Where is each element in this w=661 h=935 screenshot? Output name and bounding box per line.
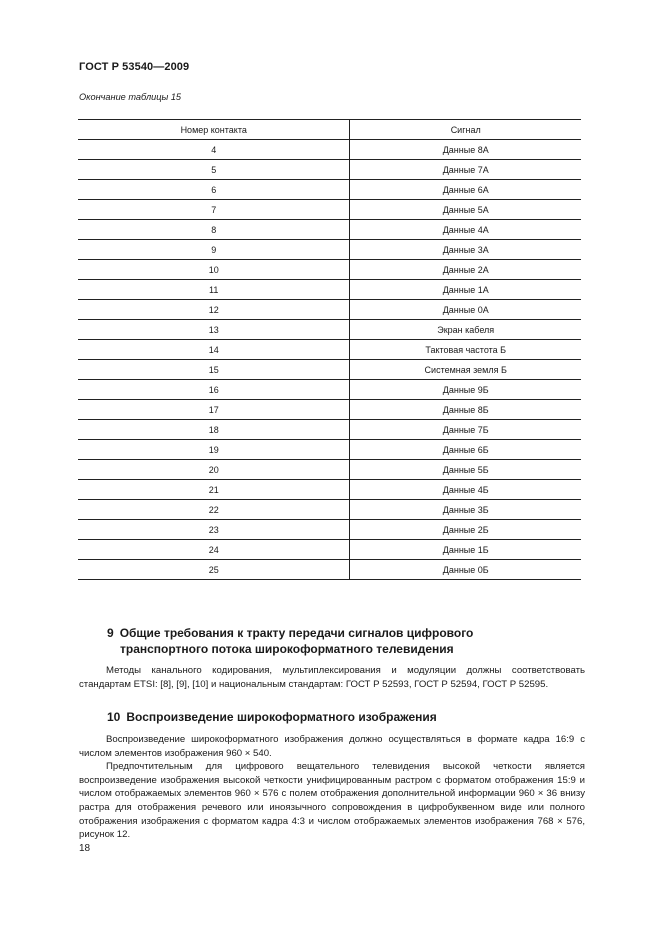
section-9-title-line2: транспортного потока широкоформатного телевидения — [120, 642, 454, 656]
table-row — [78, 480, 581, 500]
signal-cell: Данные 8Б — [350, 400, 581, 420]
table-row — [78, 300, 581, 320]
signal-cell: Данные 4Б — [350, 480, 581, 500]
page-number: 18 — [79, 843, 91, 854]
table-row — [78, 540, 581, 560]
signal-cell: Данные 8А — [350, 140, 581, 160]
signal-cell: Данные 5А — [350, 200, 581, 220]
table-row — [78, 360, 581, 380]
contact-number-cell: 17 — [78, 400, 350, 420]
contact-number-cell: 21 — [78, 480, 350, 500]
signal-cell: Данные 0Б — [350, 560, 581, 580]
contact-number-cell: 13 — [78, 320, 350, 340]
signal-cell: Данные 3А — [350, 240, 581, 260]
signal-cell: Системная земля Б — [350, 360, 581, 380]
contacts-table — [78, 119, 581, 580]
section-9-number: 9 — [107, 626, 114, 640]
section-9-body — [79, 664, 585, 691]
contact-number-cell: 8 — [78, 220, 350, 240]
table-body — [78, 140, 581, 580]
document-header: ГОСТ Р 53540—2009 — [79, 61, 190, 73]
contact-number-cell: 6 — [78, 180, 350, 200]
table-row — [78, 460, 581, 480]
contact-number-cell: 24 — [78, 540, 350, 560]
table-row — [78, 160, 581, 180]
signal-cell: Экран кабеля — [350, 320, 581, 340]
signal-cell: Данные 1Б — [350, 540, 581, 560]
contact-number-cell: 14 — [78, 340, 350, 360]
signal-cell: Данные 2Б — [350, 520, 581, 540]
contact-number-cell: 15 — [78, 360, 350, 380]
table-row — [78, 280, 581, 300]
contact-number-cell: 9 — [78, 240, 350, 260]
signal-cell: Данные 1А — [350, 280, 581, 300]
table-header-row — [78, 120, 581, 140]
column-header-contact: Номер контакта — [78, 120, 350, 140]
section-10-title: Воспроизведение широкоформатного изображения — [126, 710, 437, 724]
signal-cell: Данные 7А — [350, 160, 581, 180]
section-10-heading — [107, 709, 437, 725]
table-row — [78, 320, 581, 340]
table-row — [78, 400, 581, 420]
table-row — [78, 340, 581, 360]
contact-number-cell: 7 — [78, 200, 350, 220]
signal-cell: Тактовая частота Б — [350, 340, 581, 360]
table-row — [78, 180, 581, 200]
table-row — [78, 520, 581, 540]
section-9-title-line1: Общие требования к тракту передачи сигналов цифрового — [119, 626, 474, 640]
signal-cell: Данные 9Б — [350, 380, 581, 400]
contact-number-cell: 4 — [78, 140, 350, 160]
contact-number-cell: 11 — [78, 280, 350, 300]
section-10-number: 10 — [107, 710, 121, 724]
signal-cell: Данные 6А — [350, 180, 581, 200]
table-row — [78, 440, 581, 460]
section-10-paragraph-2: Предпочтительным для цифрового вещательного телевидения высокой четкости является воспроизведение изображения высокой четкости унифицированным растром с форматом отображения 15:9 и числом отображаемых элементов 960 × 576 с полем отображения дополнительной информации 960 × 36 внизу растра для отображения речевого или иноязычного сопровождения в цифробуквенном виде или полного отображения изображения с форматом кадра 4:3 и числом отображаемых элементов изображения 768 × 576, рисунок 12. — [79, 761, 585, 841]
signal-cell: Данные 4А — [350, 220, 581, 240]
table-caption: Окончание таблицы 15 — [79, 92, 182, 102]
table-row — [78, 260, 581, 280]
signal-cell: Данные 3Б — [350, 500, 581, 520]
column-header-signal: Сигнал — [350, 120, 581, 140]
signal-cell: Данные 7Б — [350, 420, 581, 440]
table-row — [78, 140, 581, 160]
table-row — [78, 220, 581, 240]
contact-number-cell: 5 — [78, 160, 350, 180]
table-row — [78, 240, 581, 260]
contact-number-cell: 22 — [78, 500, 350, 520]
contact-number-cell: 12 — [78, 300, 350, 320]
section-10-body — [79, 733, 585, 842]
signal-cell: Данные 5Б — [350, 460, 581, 480]
section-10-paragraph-1: Воспроизведение широкоформатного изображения должно осуществляться в формате кадра 16:9 с числом элементов изображения 960 × 540. — [79, 734, 585, 759]
signal-cell: Данные 0А — [350, 300, 581, 320]
section-9-heading — [107, 625, 473, 657]
signal-cell: Данные 2А — [350, 260, 581, 280]
contact-number-cell: 20 — [78, 460, 350, 480]
section-9-paragraph: Методы канального кодирования, мультиплексирования и модуляции должны соответствовать стандартам ETSI: [8], [9], [10] и национальным стандартам: ГОСТ Р 52593, ГОСТ Р 52594, ГОСТ Р 52595. — [79, 665, 585, 690]
contact-number-cell: 10 — [78, 260, 350, 280]
contact-number-cell: 23 — [78, 520, 350, 540]
table-row — [78, 380, 581, 400]
contact-number-cell: 19 — [78, 440, 350, 460]
contact-number-cell: 16 — [78, 380, 350, 400]
table-row — [78, 500, 581, 520]
contact-number-cell: 18 — [78, 420, 350, 440]
table-row — [78, 420, 581, 440]
table-row — [78, 200, 581, 220]
signal-cell: Данные 6Б — [350, 440, 581, 460]
table-row — [78, 560, 581, 580]
contact-number-cell: 25 — [78, 560, 350, 580]
